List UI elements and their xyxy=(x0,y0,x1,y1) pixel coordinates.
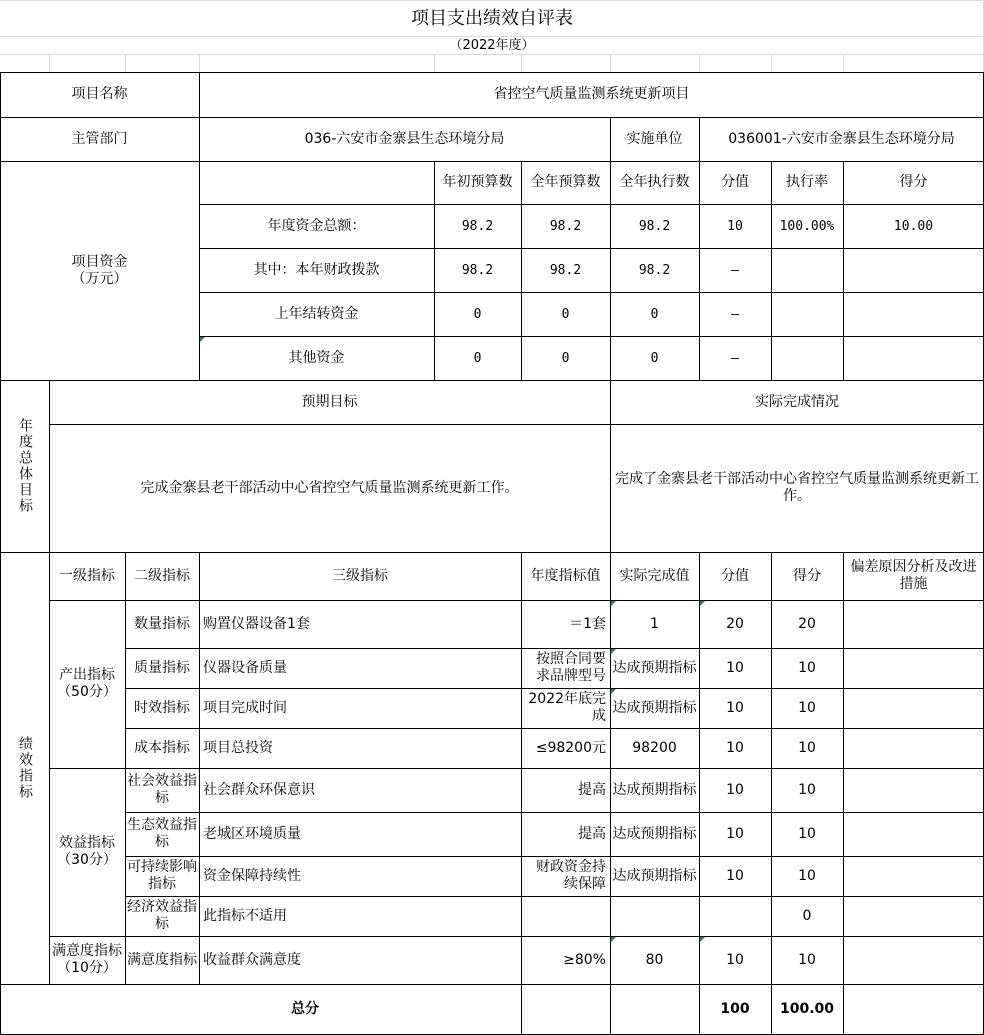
funds-header-3: 分值 xyxy=(721,174,749,190)
funds-row-value: 0 xyxy=(561,350,570,366)
perf-row-note xyxy=(843,768,984,812)
funds-label: 项目资金 （万元） xyxy=(71,253,128,287)
perf-row-target: ＝1套 xyxy=(569,615,606,632)
perf-row-actual: 达成预期指标 xyxy=(612,825,697,842)
perf-header-4: 实际完成值 xyxy=(619,567,690,584)
perf-row-target: 提高 xyxy=(578,781,606,798)
actual-goal-text: 完成了金寨县老干部活动中心省控空气质量监测系统更新工作。 xyxy=(615,471,979,504)
perf-row-l3: 购置仪器设备1套 xyxy=(203,615,310,632)
funds-row-value: 98.2 xyxy=(638,262,671,278)
perf-row-l2: 可持续影响指标 xyxy=(127,859,197,892)
grid-line xyxy=(610,54,611,72)
funds-header-5: 得分 xyxy=(899,174,928,190)
cell-marker-icon xyxy=(611,689,616,694)
year-label: （2022年度） xyxy=(449,37,535,53)
dept-label: 主管部门 xyxy=(71,130,128,147)
dept-value: 036-六安市金寨县生态环境分局 xyxy=(304,130,505,147)
perf-row-l2: 成本指标 xyxy=(134,739,190,756)
perf-row-l3: 老城区环境质量 xyxy=(203,825,301,842)
cell-marker-icon xyxy=(611,937,616,942)
grid-line xyxy=(434,54,435,72)
perf-row-got: 0 xyxy=(802,907,812,924)
funds-header-4: 执行率 xyxy=(786,174,828,190)
cell-marker-icon xyxy=(611,649,616,654)
funds-row-value xyxy=(771,336,843,380)
funds-row-value: 0 xyxy=(473,306,482,322)
project-name-label: 项目名称 xyxy=(71,86,128,102)
perf-header-5: 分值 xyxy=(721,567,749,584)
actual-goal-label: 实际完成情况 xyxy=(755,393,839,410)
perf-row-got: 20 xyxy=(798,615,816,632)
perf-group-satisfaction: 满意度指标（10分） xyxy=(52,943,122,976)
perf-row-got: 10 xyxy=(798,867,816,884)
perf-row-score: 10 xyxy=(726,659,744,676)
perf-row-score: 10 xyxy=(726,781,744,798)
perf-row-l3: 项目总投资 xyxy=(203,739,273,756)
perf-row-score xyxy=(699,896,771,936)
perf-row-actual: 1 xyxy=(650,615,659,632)
perf-row-l2: 满意度指标 xyxy=(127,951,197,968)
perf-row-target: 按照合同要求品牌型号 xyxy=(536,651,606,684)
funds-row-value: 98.2 xyxy=(549,262,582,278)
grid-line xyxy=(699,54,700,72)
impl-value: 036001-六安市金寨县生态环境分局 xyxy=(728,130,955,147)
perf-row-score: 10 xyxy=(726,699,744,716)
perf-group-output: 产出指标 （50分） xyxy=(57,667,117,700)
perf-header-6: 得分 xyxy=(793,567,821,584)
funds-header-1: 全年预算数 xyxy=(530,174,601,190)
funds-row-value: 0 xyxy=(561,306,570,322)
funds-row-value: – xyxy=(731,306,739,322)
perf-row-actual: 达成预期指标 xyxy=(612,699,697,716)
funds-row-label: 其中：本年财政拨款 xyxy=(253,261,380,278)
grid-line xyxy=(199,54,200,72)
perf-row-note xyxy=(843,896,984,936)
funds-row-value: 10.00 xyxy=(893,218,934,234)
perf-row-target: ≤98200元 xyxy=(535,739,606,756)
impl-label: 实施单位 xyxy=(626,130,683,147)
perf-row-l2: 数量指标 xyxy=(134,615,190,632)
funds-row-value: 100.00% xyxy=(779,218,835,234)
cell-marker-icon xyxy=(200,337,205,342)
expected-goal-label: 预期目标 xyxy=(301,393,358,410)
funds-row-value: 0 xyxy=(650,350,659,366)
perf-row-score: 10 xyxy=(726,739,744,756)
perf-row-l2: 质量指标 xyxy=(134,659,190,676)
perf-row-got: 10 xyxy=(798,659,816,676)
cell-marker-icon xyxy=(611,601,616,606)
funds-row-value xyxy=(771,292,843,336)
funds-row-value xyxy=(843,292,984,336)
funds-row-value: 98.2 xyxy=(549,218,582,234)
perf-row-l2: 社会效益指标 xyxy=(127,773,197,806)
cell-marker-icon xyxy=(700,937,705,942)
perf-row-note xyxy=(843,812,984,856)
funds-row-value xyxy=(771,248,843,292)
perf-row-l3: 资金保障持续性 xyxy=(203,867,301,884)
perf-row-got: 10 xyxy=(798,699,816,716)
grid-line xyxy=(521,54,522,72)
perf-row-actual: 达成预期指标 xyxy=(612,781,697,798)
perf-row-actual: 80 xyxy=(645,951,664,968)
perf-row-l3: 社会群众环保意识 xyxy=(203,781,315,798)
funds-row-label: 其他资金 xyxy=(288,349,345,366)
perf-row-actual xyxy=(610,896,699,936)
perf-row-l3: 收益群众满意度 xyxy=(203,951,301,968)
perf-header-3: 年度指标值 xyxy=(530,567,601,584)
funds-row-value: 98.2 xyxy=(461,262,494,278)
total-got: 100.00 xyxy=(779,1000,835,1017)
grid-line xyxy=(0,54,984,55)
perf-row-note xyxy=(843,728,984,768)
funds-row-value: 0 xyxy=(473,350,482,366)
perf-row-note xyxy=(843,688,984,728)
perf-row-target: 财政资金持续保障 xyxy=(536,859,606,892)
grid-line xyxy=(49,54,50,72)
funds-row-value: 10 xyxy=(727,218,743,234)
table-title: 项目支出绩效自评表 xyxy=(411,7,573,29)
funds-row-label: 上年结转资金 xyxy=(274,305,359,322)
perf-row-l3: 此指标不适用 xyxy=(203,907,287,924)
perf-row-got: 10 xyxy=(798,825,816,842)
perf-row-note xyxy=(843,600,984,648)
perf-row-note xyxy=(843,648,984,688)
funds-row-value xyxy=(843,248,984,292)
perf-row-got: 10 xyxy=(798,739,816,756)
total-score: 100 xyxy=(720,1000,750,1017)
funds-row-value: – xyxy=(731,262,739,278)
total-label: 总分 xyxy=(291,1000,319,1017)
perf-row-l2: 生态效益指标 xyxy=(127,817,197,850)
funds-row-value: 98.2 xyxy=(461,218,494,234)
perf-row-target: 提高 xyxy=(578,825,606,842)
perf-row-score: 10 xyxy=(726,867,744,884)
perf-row-target: ≥80% xyxy=(563,951,606,968)
perf-row-score: 20 xyxy=(726,615,744,632)
cell-marker-icon xyxy=(700,601,705,606)
grid-line xyxy=(771,54,772,72)
perf-row-l2: 时效指标 xyxy=(134,699,190,716)
perf-header-1: 二级指标 xyxy=(134,567,190,584)
perf-row-target xyxy=(521,896,610,936)
perf-row-actual: 达成预期指标 xyxy=(612,659,697,676)
expected-goal-text: 完成金寨县老干部活动中心省控空气质量监测系统更新工作。 xyxy=(140,479,519,496)
perf-row-actual: 达成预期指标 xyxy=(612,867,697,884)
funds-row-value xyxy=(843,336,984,380)
funds-header-2: 全年执行数 xyxy=(619,174,690,190)
perf-header-0: 一级指标 xyxy=(59,567,115,584)
perf-row-note xyxy=(843,936,984,984)
perf-row-got: 10 xyxy=(798,951,816,968)
perf-row-score: 10 xyxy=(726,951,744,968)
goals-label: 年度总体目标 xyxy=(17,418,33,514)
funds-row-value: 98.2 xyxy=(638,218,671,234)
perf-row-actual: 98200 xyxy=(632,739,677,756)
funds-header-0: 年初预算数 xyxy=(442,174,513,190)
perf-header-7: 偏差原因分析及改进措施 xyxy=(850,559,977,592)
grid-line xyxy=(843,54,844,72)
perf-row-l3: 仪器设备质量 xyxy=(203,659,287,676)
perf-row-l2: 经济效益指标 xyxy=(127,899,197,932)
funds-row-label: 年度资金总额： xyxy=(267,217,366,234)
funds-row-value: 0 xyxy=(650,306,659,322)
perf-label: 绩效指标 xyxy=(17,736,33,800)
perf-group-benefit: 效益指标 （30分） xyxy=(57,835,117,868)
perf-header-2: 三级指标 xyxy=(332,567,388,584)
grid-line xyxy=(125,54,126,72)
funds-row-value: – xyxy=(731,350,739,366)
perf-row-target: 2022年底完成 xyxy=(528,691,606,724)
perf-row-score: 10 xyxy=(726,825,744,842)
project-name-value: 省控空气质量监测系统更新项目 xyxy=(493,86,690,102)
perf-row-note xyxy=(843,856,984,896)
perf-row-got: 10 xyxy=(798,781,816,798)
perf-row-l3: 项目完成时间 xyxy=(203,699,287,716)
